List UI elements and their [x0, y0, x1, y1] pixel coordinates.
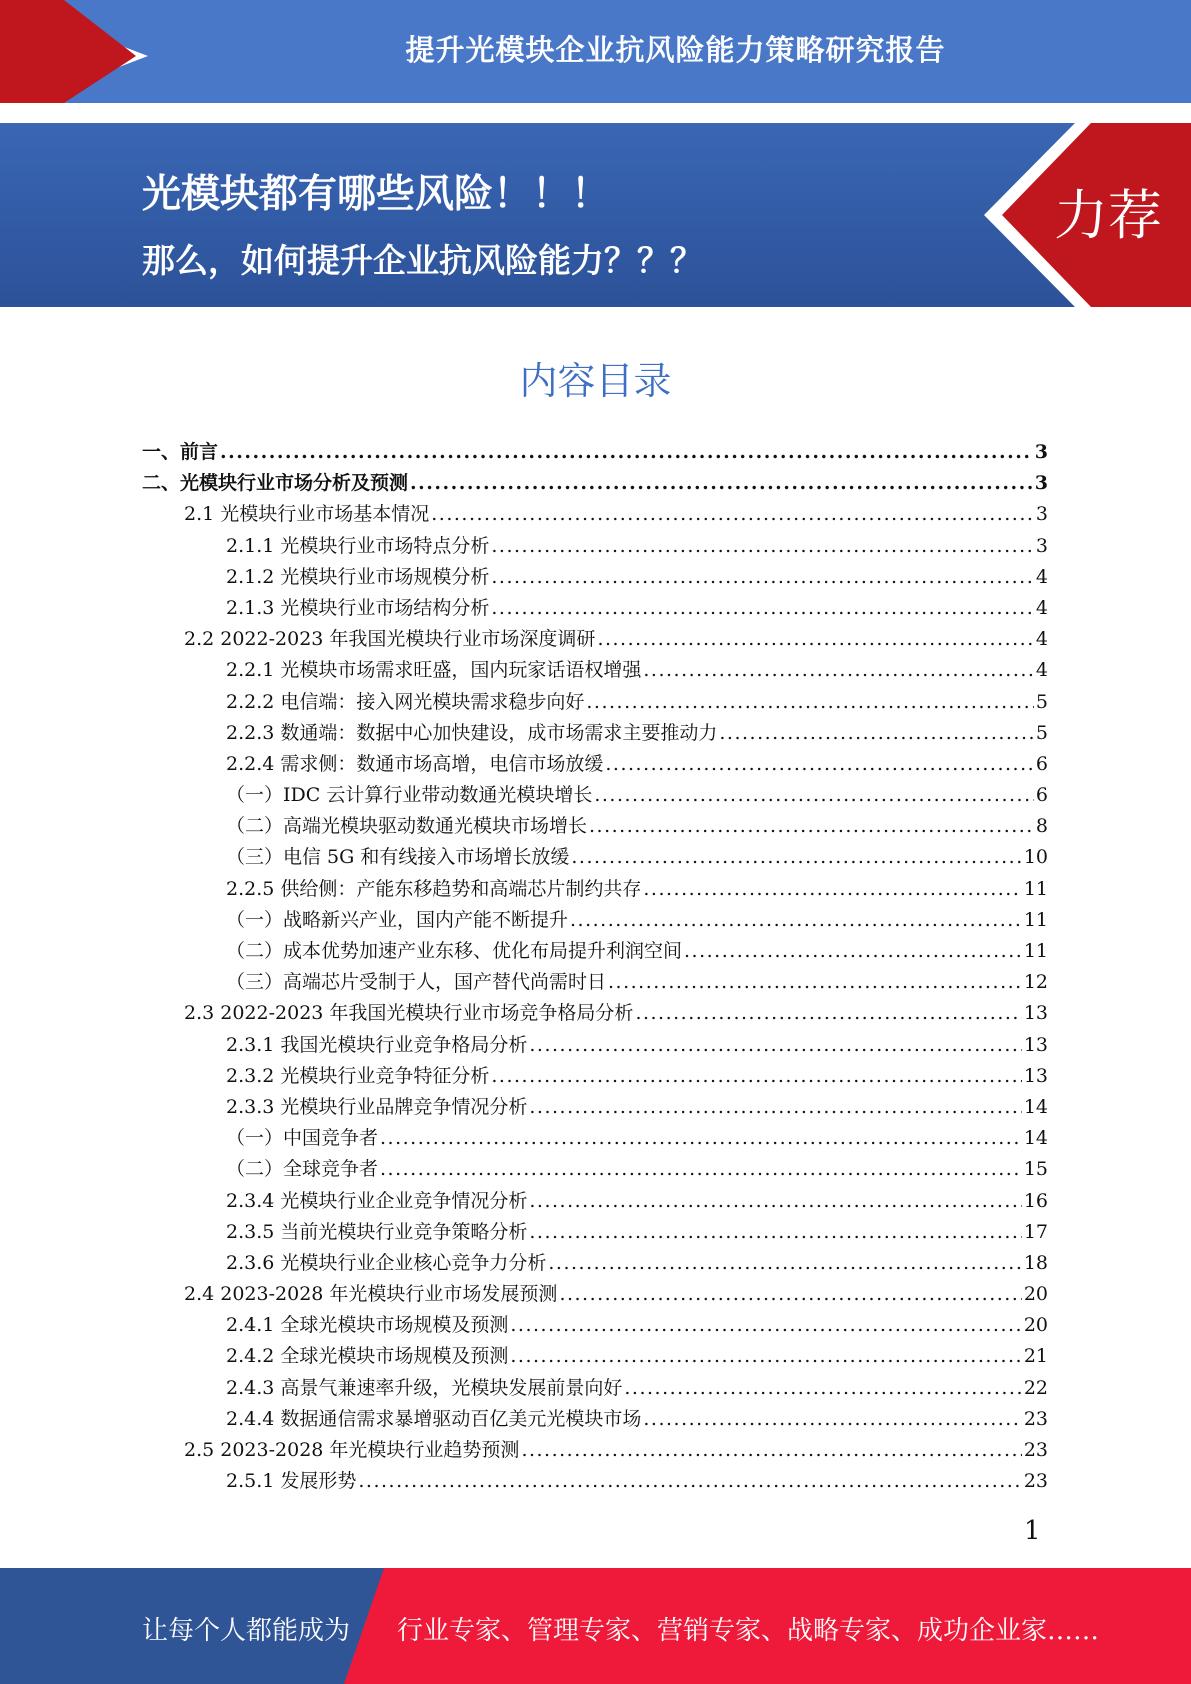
- toc-entry-page: 3: [1035, 503, 1048, 526]
- toc-leader-dots: [684, 936, 1022, 967]
- toc-entry[interactable]: [0, 593, 1048, 624]
- toc-entry[interactable]: [0, 1279, 1048, 1310]
- toc-entry-page: 6: [1035, 784, 1048, 807]
- hero-subheadline: 那么，如何提升企业抗风险能力？？？: [142, 241, 703, 280]
- toc-entry-page: 23: [1023, 1407, 1048, 1430]
- toc-entry[interactable]: [0, 811, 1048, 842]
- toc-leader-dots: [521, 1435, 1021, 1466]
- toc-entry-page: 23: [1023, 1439, 1048, 1461]
- toc-leader-dots: [608, 967, 1022, 998]
- toc-leader-dots: [589, 811, 1034, 842]
- toc-entry-title: 2.2.1 光模块市场需求旺盛，国内玩家话语权增强: [226, 659, 642, 682]
- toc-leader-dots: [529, 1186, 1021, 1217]
- toc-entry-page: 18: [1023, 1251, 1048, 1274]
- toc-entry[interactable]: [0, 1217, 1048, 1248]
- toc-entry-page: 12: [1023, 971, 1048, 994]
- toc-entry-title: 2.4.4 数据通信需求暴增驱动百亿美元光模块市场: [226, 1407, 642, 1430]
- toc-entry-title: 2.3.4 光模块行业企业竞争情况分析: [226, 1189, 528, 1212]
- toc-entry-page: 3: [1034, 441, 1048, 463]
- toc-entry[interactable]: [0, 718, 1048, 749]
- toc-leader-dots: [571, 842, 1021, 873]
- toc-entry-title: 2.4.2 全球光模块市场规模及预测: [226, 1345, 509, 1368]
- toc-entry[interactable]: [0, 936, 1048, 967]
- toc-entry-page: 17: [1023, 1220, 1048, 1243]
- toc-entry-page: 20: [1023, 1283, 1048, 1306]
- toc-entry[interactable]: [0, 1030, 1048, 1061]
- toc-leader-dots: [529, 1217, 1021, 1248]
- toc-entry-title: 2.5 2023-2028 年光模块行业趋势预测: [184, 1439, 520, 1461]
- toc-leader-dots: [643, 1404, 1021, 1435]
- toc-entry-title: 2.3.3 光模块行业品牌竞争情况分析: [226, 1095, 528, 1118]
- toc-entry-page: 13: [1023, 1033, 1048, 1056]
- toc-entry-title: （三）高端芯片受制于人，国产替代尚需时日: [226, 971, 607, 994]
- toc-entry[interactable]: [0, 624, 1048, 655]
- toc-entry-title: 2.4.3 高景气兼速率升级，光模块发展前景向好: [226, 1376, 623, 1399]
- toc-entry-page: 6: [1035, 752, 1048, 775]
- toc-entry-page: 4: [1035, 659, 1048, 682]
- toc-leader-dots: [380, 1154, 1022, 1185]
- toc-entry-page: 8: [1035, 815, 1048, 838]
- toc-entry-page: 4: [1035, 628, 1048, 651]
- toc-leader-dots: [594, 780, 1034, 811]
- toc-leader-dots: [510, 1310, 1021, 1341]
- toc-leader-dots: [586, 687, 1034, 718]
- footer-banner: [0, 1568, 1191, 1684]
- toc-entry[interactable]: [0, 967, 1048, 998]
- toc-entry-page: 13: [1023, 1002, 1048, 1025]
- header-bar: [0, 0, 1191, 112]
- toc-entry-page: 3: [1034, 472, 1048, 495]
- toc-entry-title: 2.4 2023-2028 年光模块行业市场发展预测: [184, 1283, 558, 1306]
- toc-entry[interactable]: [0, 1186, 1048, 1217]
- toc-entry[interactable]: [0, 1373, 1048, 1404]
- toc-leader-dots: [605, 749, 1034, 780]
- toc-leader-dots: [570, 905, 1022, 936]
- toc-entry[interactable]: [0, 468, 1048, 499]
- toc-entry-page: 22: [1023, 1376, 1048, 1399]
- toc-leader-dots: [431, 499, 1034, 530]
- toc-entry-page: 5: [1035, 690, 1048, 713]
- toc-entry-title: 一、前言: [142, 441, 219, 463]
- toc-leader-dots: [358, 1466, 1021, 1497]
- toc-entry-page: 13: [1023, 1064, 1048, 1087]
- toc-entry[interactable]: [0, 1123, 1048, 1154]
- toc-entry-title: （三）电信 5G 和有线接入市场增长放缓: [226, 846, 570, 869]
- toc-entry-title: 2.2.2 电信端：接入网光模块需求稳步向好: [226, 690, 585, 713]
- toc-leader-dots: [529, 1092, 1021, 1123]
- toc-entry[interactable]: [0, 749, 1048, 780]
- toc-leader-dots: [548, 1248, 1021, 1279]
- toc-entry[interactable]: [0, 905, 1048, 936]
- toc-entry-title: 2.3.5 当前光模块行业竞争策略分析: [226, 1220, 528, 1243]
- toc-entry-title: 2.2.3 数通端：数据中心加快建设，成市场需求主要推动力: [226, 721, 718, 744]
- page-number: 1: [1024, 1516, 1041, 1546]
- toc-entry-page: 5: [1035, 721, 1048, 744]
- toc-entry[interactable]: [0, 780, 1048, 811]
- report-title: 提升光模块企业抗风险能力策略研究报告: [405, 33, 946, 67]
- toc-entry-page: 11: [1023, 908, 1048, 931]
- recommend-badge: 力荐: [1054, 184, 1162, 247]
- toc-entry[interactable]: [0, 531, 1048, 562]
- toc-entry[interactable]: [0, 1341, 1048, 1372]
- toc-leader-dots: [491, 593, 1034, 624]
- toc-entry[interactable]: [0, 998, 1048, 1029]
- toc-entry[interactable]: [0, 562, 1048, 593]
- toc-entry[interactable]: [0, 1061, 1048, 1092]
- toc-entry-title: （二）全球竞争者: [226, 1158, 379, 1181]
- toc-leader-dots: [624, 1373, 1021, 1404]
- toc-leader-dots: [220, 437, 1033, 468]
- toc-entry-page: 15: [1023, 1158, 1048, 1181]
- toc-entry[interactable]: [0, 1404, 1048, 1435]
- toc-heading: 内容目录: [519, 359, 672, 403]
- toc-entry-title: 2.1.1 光模块行业市场特点分析: [226, 534, 490, 557]
- toc-entry[interactable]: [0, 1466, 1048, 1497]
- toc-entry-title: 2.1.2 光模块行业市场规模分析: [226, 565, 490, 588]
- toc-entry[interactable]: [0, 499, 1048, 530]
- hero-headline: 光模块都有哪些风险！！！: [142, 172, 611, 217]
- toc-leader-dots: [410, 468, 1033, 499]
- toc-entry[interactable]: [0, 874, 1048, 905]
- hero-banner: [0, 123, 1191, 307]
- toc-entry-title: 2.3.6 光模块行业企业核心竞争力分析: [226, 1251, 547, 1274]
- toc-entry[interactable]: [0, 687, 1048, 718]
- toc-entry-page: 14: [1023, 1127, 1048, 1150]
- toc-entry-page: 20: [1023, 1314, 1048, 1337]
- toc-entry[interactable]: [0, 437, 1048, 468]
- table-of-contents: [0, 437, 1191, 1497]
- toc-entry[interactable]: [0, 655, 1048, 686]
- toc-leader-dots: [643, 655, 1034, 686]
- toc-leader-dots: [529, 1030, 1021, 1061]
- toc-entry-title: （二）成本优势加速产业东移、优化布局提升利润空间: [226, 940, 683, 962]
- footer-slogan-right: 行业专家、管理专家、营销专家、战略专家、成功企业家……: [397, 1616, 1100, 1646]
- toc-entry[interactable]: [0, 1154, 1048, 1185]
- toc-leader-dots: [491, 562, 1034, 593]
- toc-entry-title: 二、光模块行业市场分析及预测: [142, 472, 409, 495]
- toc-entry-page: 4: [1035, 596, 1048, 619]
- toc-entry-page: 3: [1035, 534, 1048, 557]
- toc-entry[interactable]: [0, 1435, 1048, 1466]
- toc-leader-dots: [643, 874, 1021, 905]
- toc-entry-page: 11: [1023, 940, 1048, 962]
- toc-entry-page: 14: [1023, 1095, 1048, 1118]
- toc-entry-page: 21: [1023, 1345, 1048, 1368]
- toc-entry[interactable]: [0, 1310, 1048, 1341]
- toc-leader-dots: [719, 718, 1034, 749]
- toc-entry-title: （一）中国竞争者: [226, 1127, 379, 1150]
- toc-entry-title: 2.3.1 我国光模块行业竞争格局分析: [226, 1033, 528, 1056]
- toc-leader-dots: [491, 1061, 1021, 1092]
- toc-entry-title: 2.2.5 供给侧：产能东移趋势和高端芯片制约共存: [226, 877, 642, 900]
- toc-leader-dots: [559, 1279, 1021, 1310]
- toc-entry[interactable]: [0, 1248, 1048, 1279]
- toc-leader-dots: [635, 998, 1021, 1029]
- toc-entry-page: 23: [1023, 1470, 1048, 1493]
- toc-entry-title: 2.1 光模块行业市场基本情况: [184, 503, 430, 526]
- toc-entry-title: 2.5.1 发展形势: [226, 1470, 357, 1493]
- toc-entry-title: 2.1.3 光模块行业市场结构分析: [226, 596, 490, 619]
- toc-entry-page: 10: [1023, 846, 1048, 869]
- header-divider: [0, 103, 1191, 112]
- toc-leader-dots: [597, 624, 1033, 655]
- toc-entry-title: （一）IDC 云计算行业带动数通光模块增长: [226, 784, 593, 807]
- header-arrow-icon: [0, 0, 160, 112]
- toc-leader-dots: [491, 531, 1034, 562]
- toc-entry-title: （一）战略新兴产业，国内产能不断提升: [226, 908, 569, 931]
- toc-entry-title: （二）高端光模块驱动数通光模块市场增长: [226, 815, 588, 838]
- footer-slogan-left: 让每个人都能成为: [142, 1616, 351, 1646]
- toc-entry-title: 2.3 2022-2023 年我国光模块行业市场竞争格局分析: [184, 1002, 634, 1025]
- toc-entry-title: 2.2 2022-2023 年我国光模块行业市场深度调研: [184, 628, 596, 651]
- toc-entry-page: 16: [1023, 1189, 1048, 1212]
- toc-entry-title: 2.4.1 全球光模块市场规模及预测: [226, 1314, 509, 1337]
- toc-leader-dots: [510, 1341, 1021, 1372]
- toc-entry-title: 2.3.2 光模块行业竞争特征分析: [226, 1064, 490, 1087]
- toc-entry[interactable]: [0, 842, 1048, 873]
- toc-entry-page: 4: [1035, 565, 1048, 588]
- toc-leader-dots: [380, 1123, 1022, 1154]
- toc-entry-title: 2.2.4 需求侧：数通市场高增，电信市场放缓: [226, 752, 604, 775]
- toc-entry[interactable]: [0, 1092, 1048, 1123]
- toc-entry-page: 11: [1023, 877, 1048, 900]
